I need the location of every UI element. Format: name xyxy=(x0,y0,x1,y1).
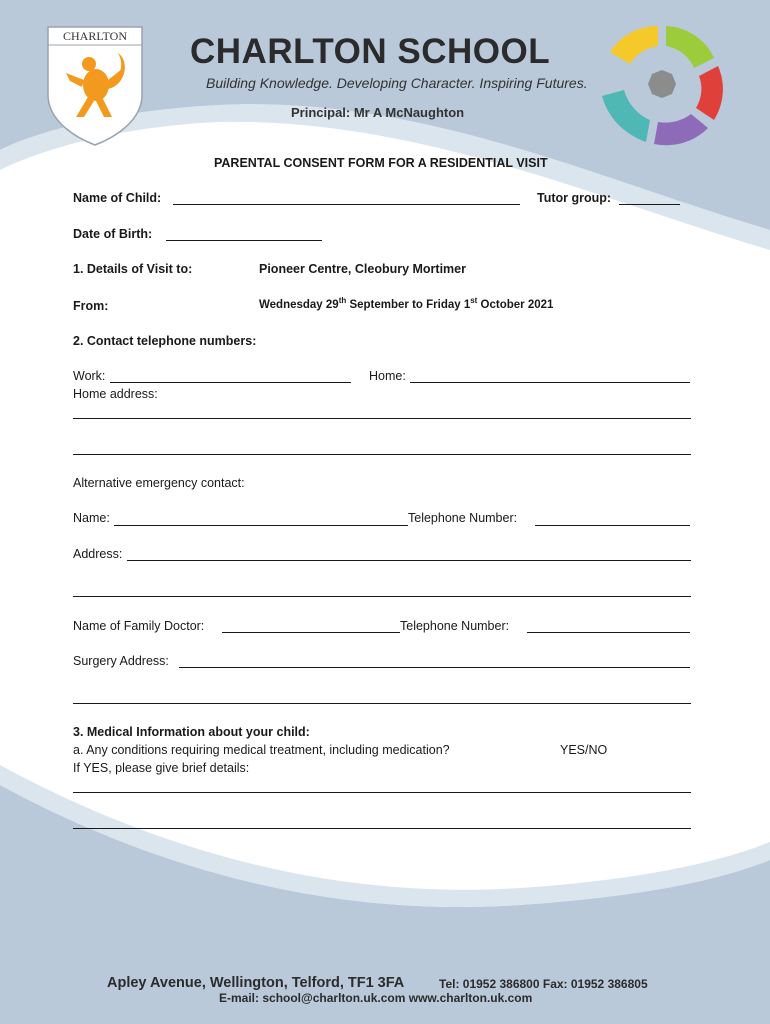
from-label: From: xyxy=(73,299,109,313)
visit-details-label: 1. Details of Visit to: xyxy=(73,262,193,276)
medical-question-a: a. Any conditions requiring medical treatment, including medication? xyxy=(73,743,450,757)
surgery-address-label: Surgery Address: xyxy=(73,654,169,668)
principal-name: Principal: Mr A McNaughton xyxy=(291,105,465,120)
if-yes-label: If YES, please give brief details: xyxy=(73,761,250,775)
date-of-birth-field[interactable] xyxy=(166,240,322,241)
tutor-group-label: Tutor group: xyxy=(537,191,612,205)
medical-details-line-1[interactable] xyxy=(73,792,691,793)
date-of-birth-label: Date of Birth: xyxy=(73,227,153,241)
alt-address-label: Address: xyxy=(73,547,123,561)
name-of-child-label: Name of Child: xyxy=(73,191,162,205)
work-phone-label: Work: xyxy=(73,369,106,383)
home-address-label: Home address: xyxy=(73,387,158,401)
home-address-line-1[interactable] xyxy=(73,418,691,419)
alt-telephone-field[interactable] xyxy=(535,525,690,526)
doctor-telephone-label: Telephone Number: xyxy=(400,619,510,633)
school-crest-logo xyxy=(46,25,144,147)
family-doctor-label: Name of Family Doctor: xyxy=(73,619,205,633)
work-phone-field[interactable] xyxy=(110,382,351,383)
alt-name-field[interactable] xyxy=(114,525,408,526)
home-phone-field[interactable] xyxy=(410,382,690,383)
home-address-line-2[interactable] xyxy=(73,454,691,455)
contact-numbers-heading: 2. Contact telephone numbers: xyxy=(73,334,257,348)
alt-name-label: Name: xyxy=(73,511,110,525)
alt-address-line-1[interactable] xyxy=(127,560,691,561)
family-doctor-field[interactable] xyxy=(222,632,400,633)
surgery-address-line-1[interactable] xyxy=(179,667,690,668)
doctor-telephone-field[interactable] xyxy=(527,632,690,633)
school-motto: Building Knowledge. Developing Character. Inspiring Futures. xyxy=(206,75,588,91)
home-phone-label: Home: xyxy=(369,369,406,383)
colour-wheel-logo xyxy=(596,22,734,150)
name-of-child-field[interactable] xyxy=(173,204,520,205)
crest-text: CHARLTON xyxy=(62,29,128,43)
yes-no-option[interactable]: YES/NO xyxy=(560,743,608,757)
alt-contact-heading: Alternative emergency contact: xyxy=(73,476,245,490)
surgery-address-line-2[interactable] xyxy=(73,703,691,704)
footer-phone: Tel: 01952 386800 Fax: 01952 386805 xyxy=(439,977,648,991)
medical-details-line-2[interactable] xyxy=(73,828,691,829)
alt-telephone-label: Telephone Number: xyxy=(408,511,518,525)
footer-address: Apley Avenue, Wellington, Telford, TF1 3FA xyxy=(107,975,405,991)
footer-email: E-mail: school@charlton.uk.com www.charlton.uk.com xyxy=(219,991,533,1005)
tutor-group-field[interactable] xyxy=(619,204,680,205)
visit-dates: Wednesday 29th September to Friday 1st October 2021 xyxy=(259,296,554,311)
visit-location: Pioneer Centre, Cleobury Mortimer xyxy=(259,262,466,276)
alt-address-line-2[interactable] xyxy=(73,596,691,597)
school-name: CHARLTON SCHOOL xyxy=(190,32,551,71)
medical-info-heading: 3. Medical Information about your child: xyxy=(73,725,310,739)
form-title: PARENTAL CONSENT FORM FOR A RESIDENTIAL VISIT xyxy=(214,156,548,170)
